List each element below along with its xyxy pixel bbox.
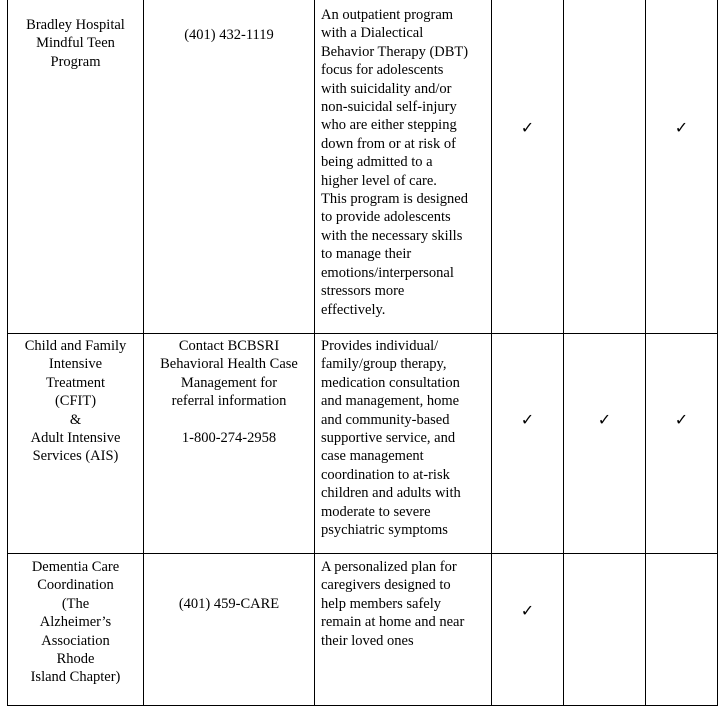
description-line: emotions/interpersonal bbox=[321, 264, 454, 281]
program-name-line: Intensive bbox=[48, 356, 103, 373]
description-line: effectively. bbox=[321, 301, 386, 318]
program-name-line: Child and Family bbox=[24, 338, 127, 354]
table-border bbox=[7, 553, 718, 554]
checkmark-icon: ✓ bbox=[674, 118, 689, 137]
table-row bbox=[8, 16, 143, 71]
contact-line: Management for bbox=[180, 374, 278, 391]
description-line: medication consultation bbox=[321, 374, 460, 391]
description-line: coordination to at-risk bbox=[321, 466, 450, 483]
description-line: Provides individual/ bbox=[321, 338, 439, 354]
description-line: with the necessary skills bbox=[321, 227, 463, 244]
description-line: An outpatient program bbox=[321, 7, 454, 23]
description-line: case management bbox=[321, 448, 424, 465]
program-name-line: Program bbox=[50, 53, 101, 70]
contact-phone: (401) 459-CARE bbox=[178, 596, 280, 612]
checkmark-icon: ✓ bbox=[520, 118, 535, 137]
contact-line: Behavioral Health Case bbox=[160, 356, 298, 373]
description-line: stressors more bbox=[321, 283, 405, 300]
table-border bbox=[717, 0, 718, 706]
description-line: higher level of care. bbox=[321, 172, 437, 189]
contact-line: Contact BCBSRI bbox=[178, 338, 280, 354]
description-line: children and adults with bbox=[321, 485, 461, 502]
program-name-line: Dementia Care bbox=[31, 559, 120, 575]
table-border bbox=[645, 0, 646, 706]
description-line: non-suicidal self-injury bbox=[321, 99, 457, 116]
table-row bbox=[8, 558, 143, 687]
contact-phone: 1-800-274-2958 bbox=[181, 430, 277, 447]
description-line: psychiatric symptoms bbox=[321, 522, 448, 539]
program-name-line: (The bbox=[61, 595, 90, 612]
description-line: who are either stepping bbox=[321, 117, 457, 134]
description-cell bbox=[321, 337, 489, 539]
description-line: supportive service, and bbox=[321, 430, 456, 447]
program-name-line: Services (AIS) bbox=[32, 448, 119, 465]
contact-cell bbox=[144, 337, 314, 447]
description-line: with a Dialectical bbox=[321, 25, 424, 42]
table-row bbox=[8, 337, 143, 466]
program-name-line: Bradley Hospital bbox=[26, 17, 125, 33]
description-line: Behavior Therapy (DBT) bbox=[321, 43, 469, 60]
checkmark-icon: ✓ bbox=[520, 601, 535, 620]
checkmark-icon: ✓ bbox=[520, 410, 535, 429]
program-name-line: Coordination bbox=[37, 577, 114, 594]
contact-line: referral information bbox=[171, 393, 287, 410]
program-name-line: Alzheimer’s bbox=[39, 614, 112, 631]
description-cell bbox=[321, 558, 489, 650]
description-line: and management, home bbox=[321, 393, 460, 410]
description-line: focus for adolescents bbox=[321, 62, 444, 79]
description-line: help members safely bbox=[321, 595, 441, 612]
program-name-line: Association bbox=[41, 632, 110, 649]
description-line: This program is designed bbox=[321, 191, 468, 208]
description-line: caregivers designed to bbox=[321, 577, 451, 594]
program-name-line: (CFIT) bbox=[54, 393, 97, 410]
description-line: remain at home and near bbox=[321, 614, 465, 631]
program-name-line: Adult Intensive bbox=[30, 430, 121, 447]
checkmark-icon: ✓ bbox=[597, 410, 612, 429]
program-name-line: Treatment bbox=[45, 374, 106, 391]
contact-cell bbox=[144, 26, 314, 44]
description-line: being admitted to a bbox=[321, 154, 433, 171]
description-line: A personalized plan for bbox=[321, 559, 457, 575]
program-name-line: & bbox=[69, 411, 82, 428]
description-line: moderate to severe bbox=[321, 503, 431, 520]
description-cell bbox=[321, 6, 489, 319]
program-name-line: Island Chapter) bbox=[30, 669, 121, 686]
table-border bbox=[314, 0, 315, 706]
table-border bbox=[491, 0, 492, 706]
contact-cell bbox=[144, 595, 314, 613]
description-line: to manage their bbox=[321, 246, 412, 263]
description-line: to provide adolescents bbox=[321, 209, 451, 226]
checkmark-icon: ✓ bbox=[674, 410, 689, 429]
description-line: their loved ones bbox=[321, 632, 414, 649]
program-name-line: Mindful Teen bbox=[36, 35, 115, 52]
contact-phone: (401) 432-1119 bbox=[184, 27, 274, 43]
description-line: family/group therapy, bbox=[321, 356, 447, 373]
table-border bbox=[7, 705, 718, 706]
description-line: down from or at risk of bbox=[321, 135, 456, 152]
table-border bbox=[7, 333, 718, 334]
description-line: with suicidality and/or bbox=[321, 80, 452, 97]
description-line: and community-based bbox=[321, 411, 450, 428]
table-border bbox=[563, 0, 564, 706]
program-name-line: Rhode bbox=[56, 651, 95, 668]
